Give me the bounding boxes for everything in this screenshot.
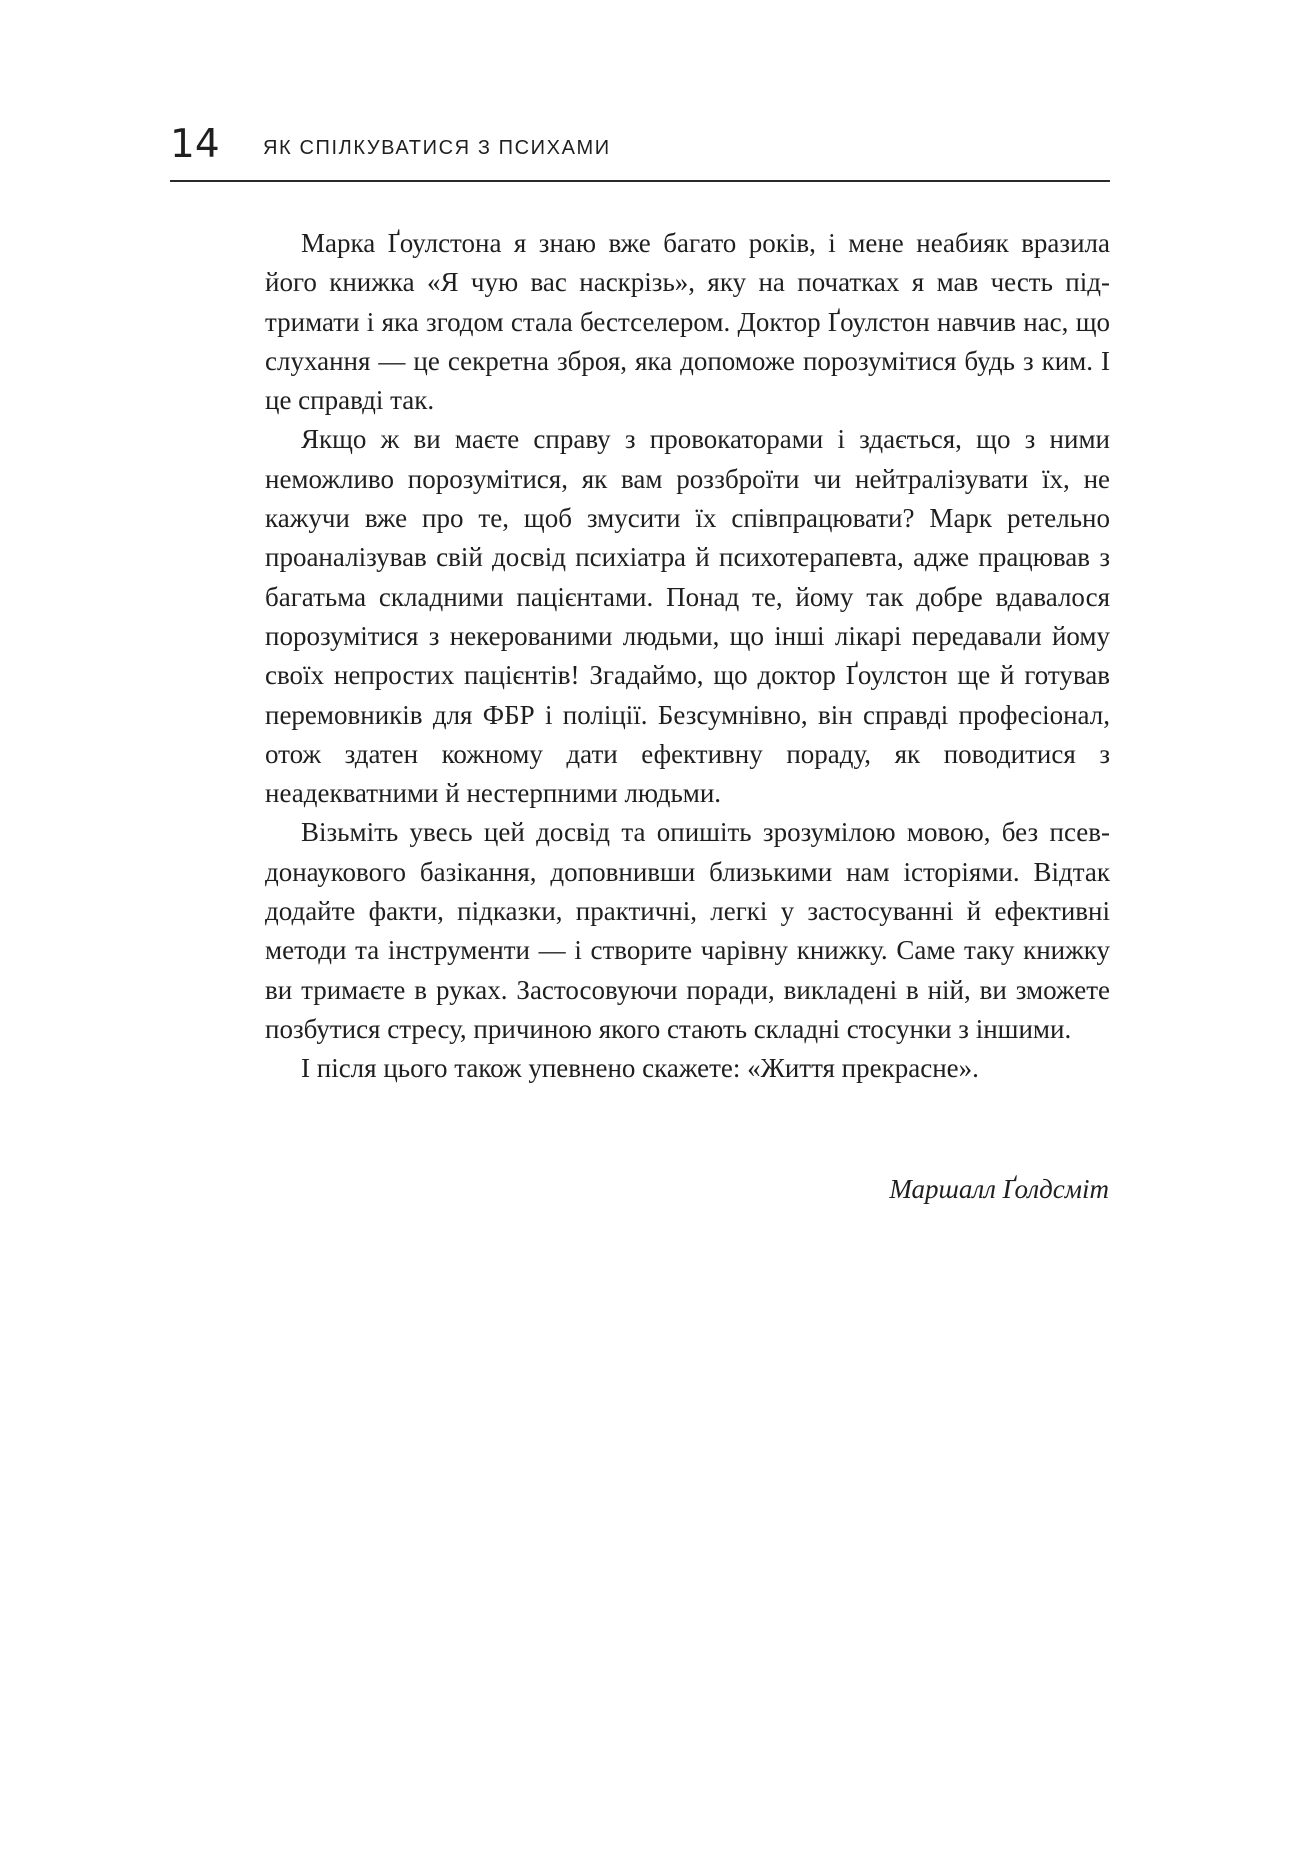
running-header (170, 118, 1110, 182)
book-title: ЯК СПІЛКУВАТИСЯ З ПСИХАМИ (263, 137, 611, 159)
paragraph: Якщо ж ви маєте справу з провокаторами і здається, що з ними неможливо порозумітися, як вам роззброїти чи нейтралізувати їх, не кажучи вже про те, щоб змусити їх співпрацювати? Марк ретельно проаналізував свій досвід психіатра й психотерапевта, адже працював з багатьма складними пацієнтами. Понад те, йому так добре вдавалося порозумітися з некерованими людьми, що інші лікарі передавали йому своїх непростих пацієнтів! Згадаймо, що доктор Ґоулстон ще й готував перемовників для ФБР і поліції. Безсумнівно, він справді професіонал, отож здатен кожному дати ефективну пораду, як поводитися з неадекватними й нестерпними людьми. (265, 424, 1110, 809)
paragraph: І після цього також упевнено скажете: «Життя прекрасне». (301, 1053, 979, 1084)
paragraph: Візьміть увесь цей досвід та опишіть зрозумілою мовою, без псевдонаукового базікання, доповнивши близькими нам історіями. Відтак додайте факти, підказки, практичні, легкі у застосуванні й ефективні методи та інструменти — і створите чарівну книжку. Саме таку книжку ви тримаєте в руках. Застосовуючи поради, викладені в ній, ви зможете позбутися стресу, причиною якого стають складні стосунки з іншими. (265, 817, 1110, 1044)
paragraph: Марка Ґоулстона я знаю вже багато років, і мене неабияк вразила його книжка «Я чую вас наскрізь», яку на початках я мав честь підтримати і яка згодом стала бестселером. Доктор Ґоулстон навчив нас, що слухання — це секретна зброя, яка допоможе порозумітися будь з ким. І це справді так. (265, 228, 1110, 416)
page-number: 14 (170, 122, 220, 167)
author-signature: Маршалл Ґолдсміт (889, 1174, 1109, 1204)
foreword-text (265, 224, 1110, 1089)
